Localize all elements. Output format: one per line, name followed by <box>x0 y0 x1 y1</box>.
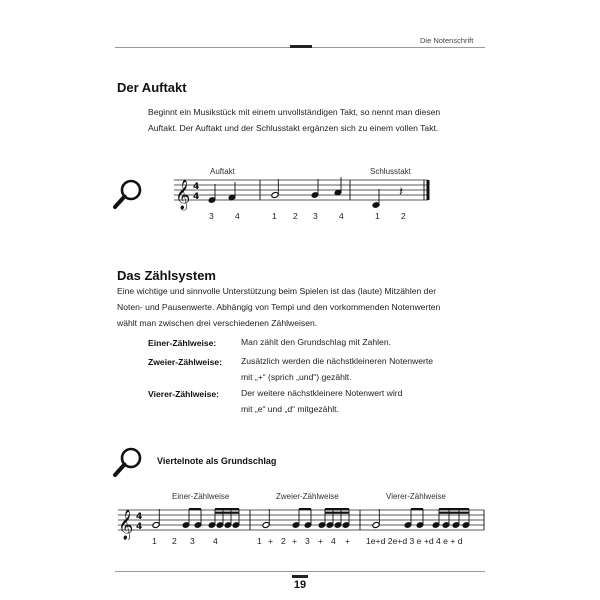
zaehlsystem-paragraph <box>117 283 440 331</box>
treble-clef-icon: 𝄞 <box>118 510 134 540</box>
count-label: 4 <box>339 211 344 221</box>
section-heading-zaehlsystem: Das Zählsystem <box>117 268 216 283</box>
count-label: 1 <box>375 211 380 221</box>
count-zweier: 3 <box>305 536 310 546</box>
count-label: 2 <box>401 211 406 221</box>
header-mark <box>290 45 312 48</box>
definition-line: Der weitere nächstkleinere Notenwert wird <box>241 388 403 398</box>
count-zweier: + <box>345 536 351 546</box>
count-zweier: + <box>268 536 274 546</box>
count-label: 4 <box>235 211 240 221</box>
count-zweier: 4 <box>331 536 336 546</box>
definition-line: Man zählt den Grundschlag mit Zahlen. <box>241 337 391 347</box>
count-label: 1 <box>272 211 277 221</box>
svg-text:𝄽: 𝄽 <box>399 185 403 200</box>
count-einer: 2 <box>172 536 177 546</box>
definition-einer <box>241 334 391 350</box>
label-schlusstakt: Schlusstakt <box>370 167 411 176</box>
example-title: Viertelnote als Grundschlag <box>157 456 277 466</box>
label-vierer-zaehlweise: Vierer-Zählweise <box>386 492 446 501</box>
count-label: 3 <box>209 211 214 221</box>
label-zweier-zaehlweise: Zweier-Zählweise <box>276 492 339 501</box>
definition-line: mit „e“ und „d“ mitgezählt. <box>241 404 339 414</box>
count-label: 3 <box>313 211 318 221</box>
auftakt-paragraph-line: Beginnt ein Musikstück mit einem unvollständigen Takt, so nennt man diesen <box>148 107 441 117</box>
svg-text:4: 4 <box>193 192 200 202</box>
count-einer: 1 <box>152 536 157 546</box>
count-label: 2 <box>293 211 298 221</box>
definition-zweier <box>241 353 433 385</box>
page-number-value: 19 <box>292 575 308 591</box>
zaehlsystem-paragraph-line: Noten- und Pausenwerte. Abhängig von Tempi und den vorkommenden Notenwerten <box>117 302 441 312</box>
definition-vierer <box>241 385 402 417</box>
count-einer: 4 <box>213 536 218 546</box>
auftakt-paragraph <box>148 104 440 136</box>
footer-divider <box>115 571 485 572</box>
zaehlsystem-paragraph-line: wählt man zwischen drei verschiedenen Zählweisen. <box>117 318 318 328</box>
magnifier-icon <box>112 178 144 212</box>
music-staff-zaehlweisen <box>116 498 488 540</box>
treble-clef-icon: 𝄞 <box>175 180 191 210</box>
term-vierer: Vierer-Zählweise: <box>148 389 220 399</box>
music-staff-auftakt <box>170 172 435 212</box>
section-heading-auftakt: Der Auftakt <box>117 80 187 95</box>
definition-line: Zusätzlich werden die nächstkleineren Notenwerte <box>241 356 434 366</box>
term-zweier: Zweier-Zählweise: <box>148 357 223 367</box>
definition-line: mit „+“ (sprich „und“) gezählt. <box>241 372 352 382</box>
auftakt-paragraph-line: Auftakt. Der Auftakt und der Schlusstakt ergänzen sich zu einem vollen Takt. <box>148 123 439 133</box>
page-number <box>0 575 600 591</box>
zaehlsystem-paragraph-line: Eine wichtige und sinnvolle Unterstützung beim Spielen ist das (laute) Mitzählen der <box>117 286 437 296</box>
count-zweier: 2 <box>281 536 286 546</box>
count-einer: 3 <box>190 536 195 546</box>
svg-text:4: 4 <box>136 522 143 532</box>
svg-text:4: 4 <box>136 512 143 522</box>
label-einer-zaehlweise: Einer-Zählweise <box>172 492 230 501</box>
running-header: Die Notenschrift <box>420 36 474 45</box>
count-vierer: 1e+d 2e+d 3 e +d 4 e + d <box>366 536 463 546</box>
count-zweier: + <box>292 536 298 546</box>
term-einer: Einer-Zählweise: <box>148 338 217 348</box>
count-zweier: + <box>318 536 324 546</box>
count-zweier: 1 <box>257 536 262 546</box>
label-auftakt: Auftakt <box>210 167 235 176</box>
magnifier-icon <box>112 446 144 480</box>
svg-text:4: 4 <box>193 182 200 192</box>
